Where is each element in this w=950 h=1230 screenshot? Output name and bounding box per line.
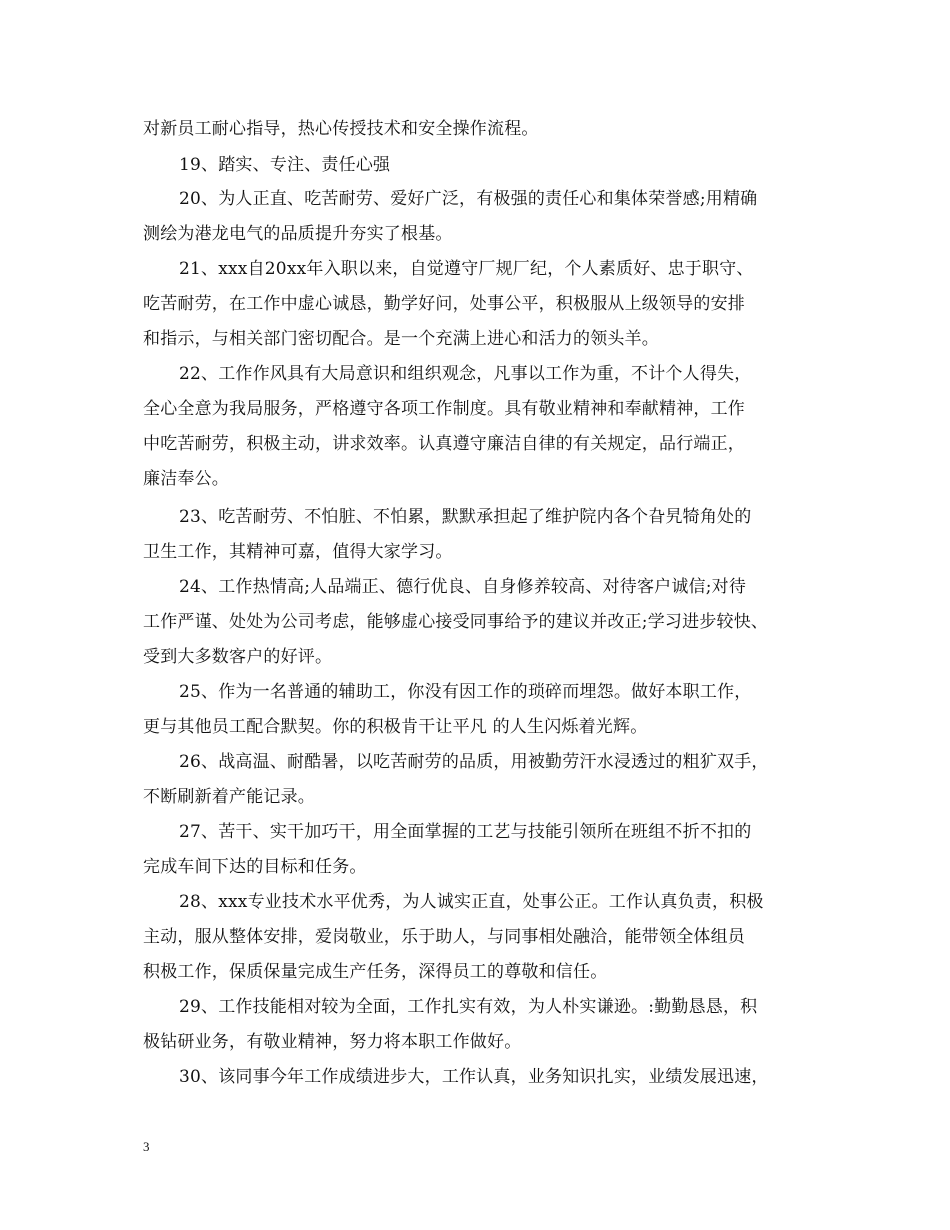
text-line: 29、工作技能相对较为全面，工作扎实有效，为人朴实谦逊。:勤勤恳恳，积 — [179, 997, 758, 1017]
text-line: 中吃苦耐劳，积极主动，讲求效率。认真遵守廉洁自律的有关规定，品行端正， — [143, 434, 745, 454]
text-line: 受到大多数客户的好评。 — [143, 647, 333, 667]
text-line: 23、吃苦耐劳、不怕脏、不怕累，默默承担起了维护院内各个旮旯犄角处的 — [179, 507, 752, 527]
text-line: 工作严谨、处处为公司考虑，能够虚心接受同事给予的建议并改正;学习进步较快、 — [143, 612, 769, 632]
text-line: 廉洁奉公。 — [143, 469, 229, 489]
text-line: 28、xxx专业技术水平优秀，为人诚实正直，处事公正。工作认真负责，积极 — [179, 892, 764, 912]
text-line: 积极工作，保质保量完成生产任务，深得员工的尊敬和信任。 — [143, 962, 608, 982]
page-number: 3 — [143, 1139, 150, 1154]
text-line: 21、xxx自20xx年入职以来，自觉遵守厂规厂纪，个人素质好、忠于职守、 — [179, 259, 754, 279]
text-line: 完成车间下达的目标和任务。 — [143, 857, 367, 877]
text-line: 测绘为港龙电气的品质提升夯实了根基。 — [143, 224, 453, 244]
text-line: 更与其他员工配合默契。你的积极肯干让平凡 的人生闪烁着光辉。 — [143, 717, 648, 737]
text-line: 主动，服从整体安排，爱岗敬业，乐于助人，与同事相处融洽，能带领全体组员 — [143, 927, 745, 947]
text-line: 20、为人正直、吃苦耐劳、爱好广泛，有极强的责任心和集体荣誉感;用精确 — [179, 189, 758, 209]
text-line: 对新员工耐心指导，热心传授技术和安全操作流程。 — [143, 119, 539, 139]
text-line: 25、作为一名普通的辅助工，你没有因工作的琐碎而埋怨。做好本职工作， — [179, 682, 752, 702]
text-line: 24、工作热情高;人品端正、德行优良、自身修养较高、对待客户诚信;对待 — [179, 577, 747, 597]
text-line: 22、工作作风具有大局意识和组织观念，凡事以工作为重，不计个人得失， — [179, 364, 752, 384]
text-line: 27、苦干、实干加巧干，用全面掌握的工艺与技能引领所在班组不折不扣的 — [179, 822, 752, 842]
text-line: 和指示，与相关部门密切配合。是一个充满上进心和活力的领头羊。 — [143, 329, 659, 349]
text-line: 吃苦耐劳，在工作中虚心诚恳，勤学好问，处事公平，积极服从上级领导的安排 — [143, 294, 745, 314]
text-line: 全心全意为我局服务，严格遵守各项工作制度。具有敬业精神和奉献精神，工作 — [143, 399, 745, 419]
text-line: 30、该同事今年工作成绩进步大，工作认真，业务知识扎实，业绩发展迅速， — [179, 1067, 769, 1087]
text-line: 极钻研业务，有敬业精神，努力将本职工作做好。 — [143, 1032, 522, 1052]
text-line: 19、踏实、专注、责任心强 — [179, 155, 391, 175]
text-line: 卫生工作，其精神可嘉，值得大家学习。 — [143, 542, 453, 562]
text-line: 不断刷新着产能记录。 — [143, 787, 315, 807]
text-line: 26、战高温、耐酷暑，以吃苦耐劳的品质，用被勤劳汗水浸透过的粗犷双手， — [179, 752, 769, 772]
